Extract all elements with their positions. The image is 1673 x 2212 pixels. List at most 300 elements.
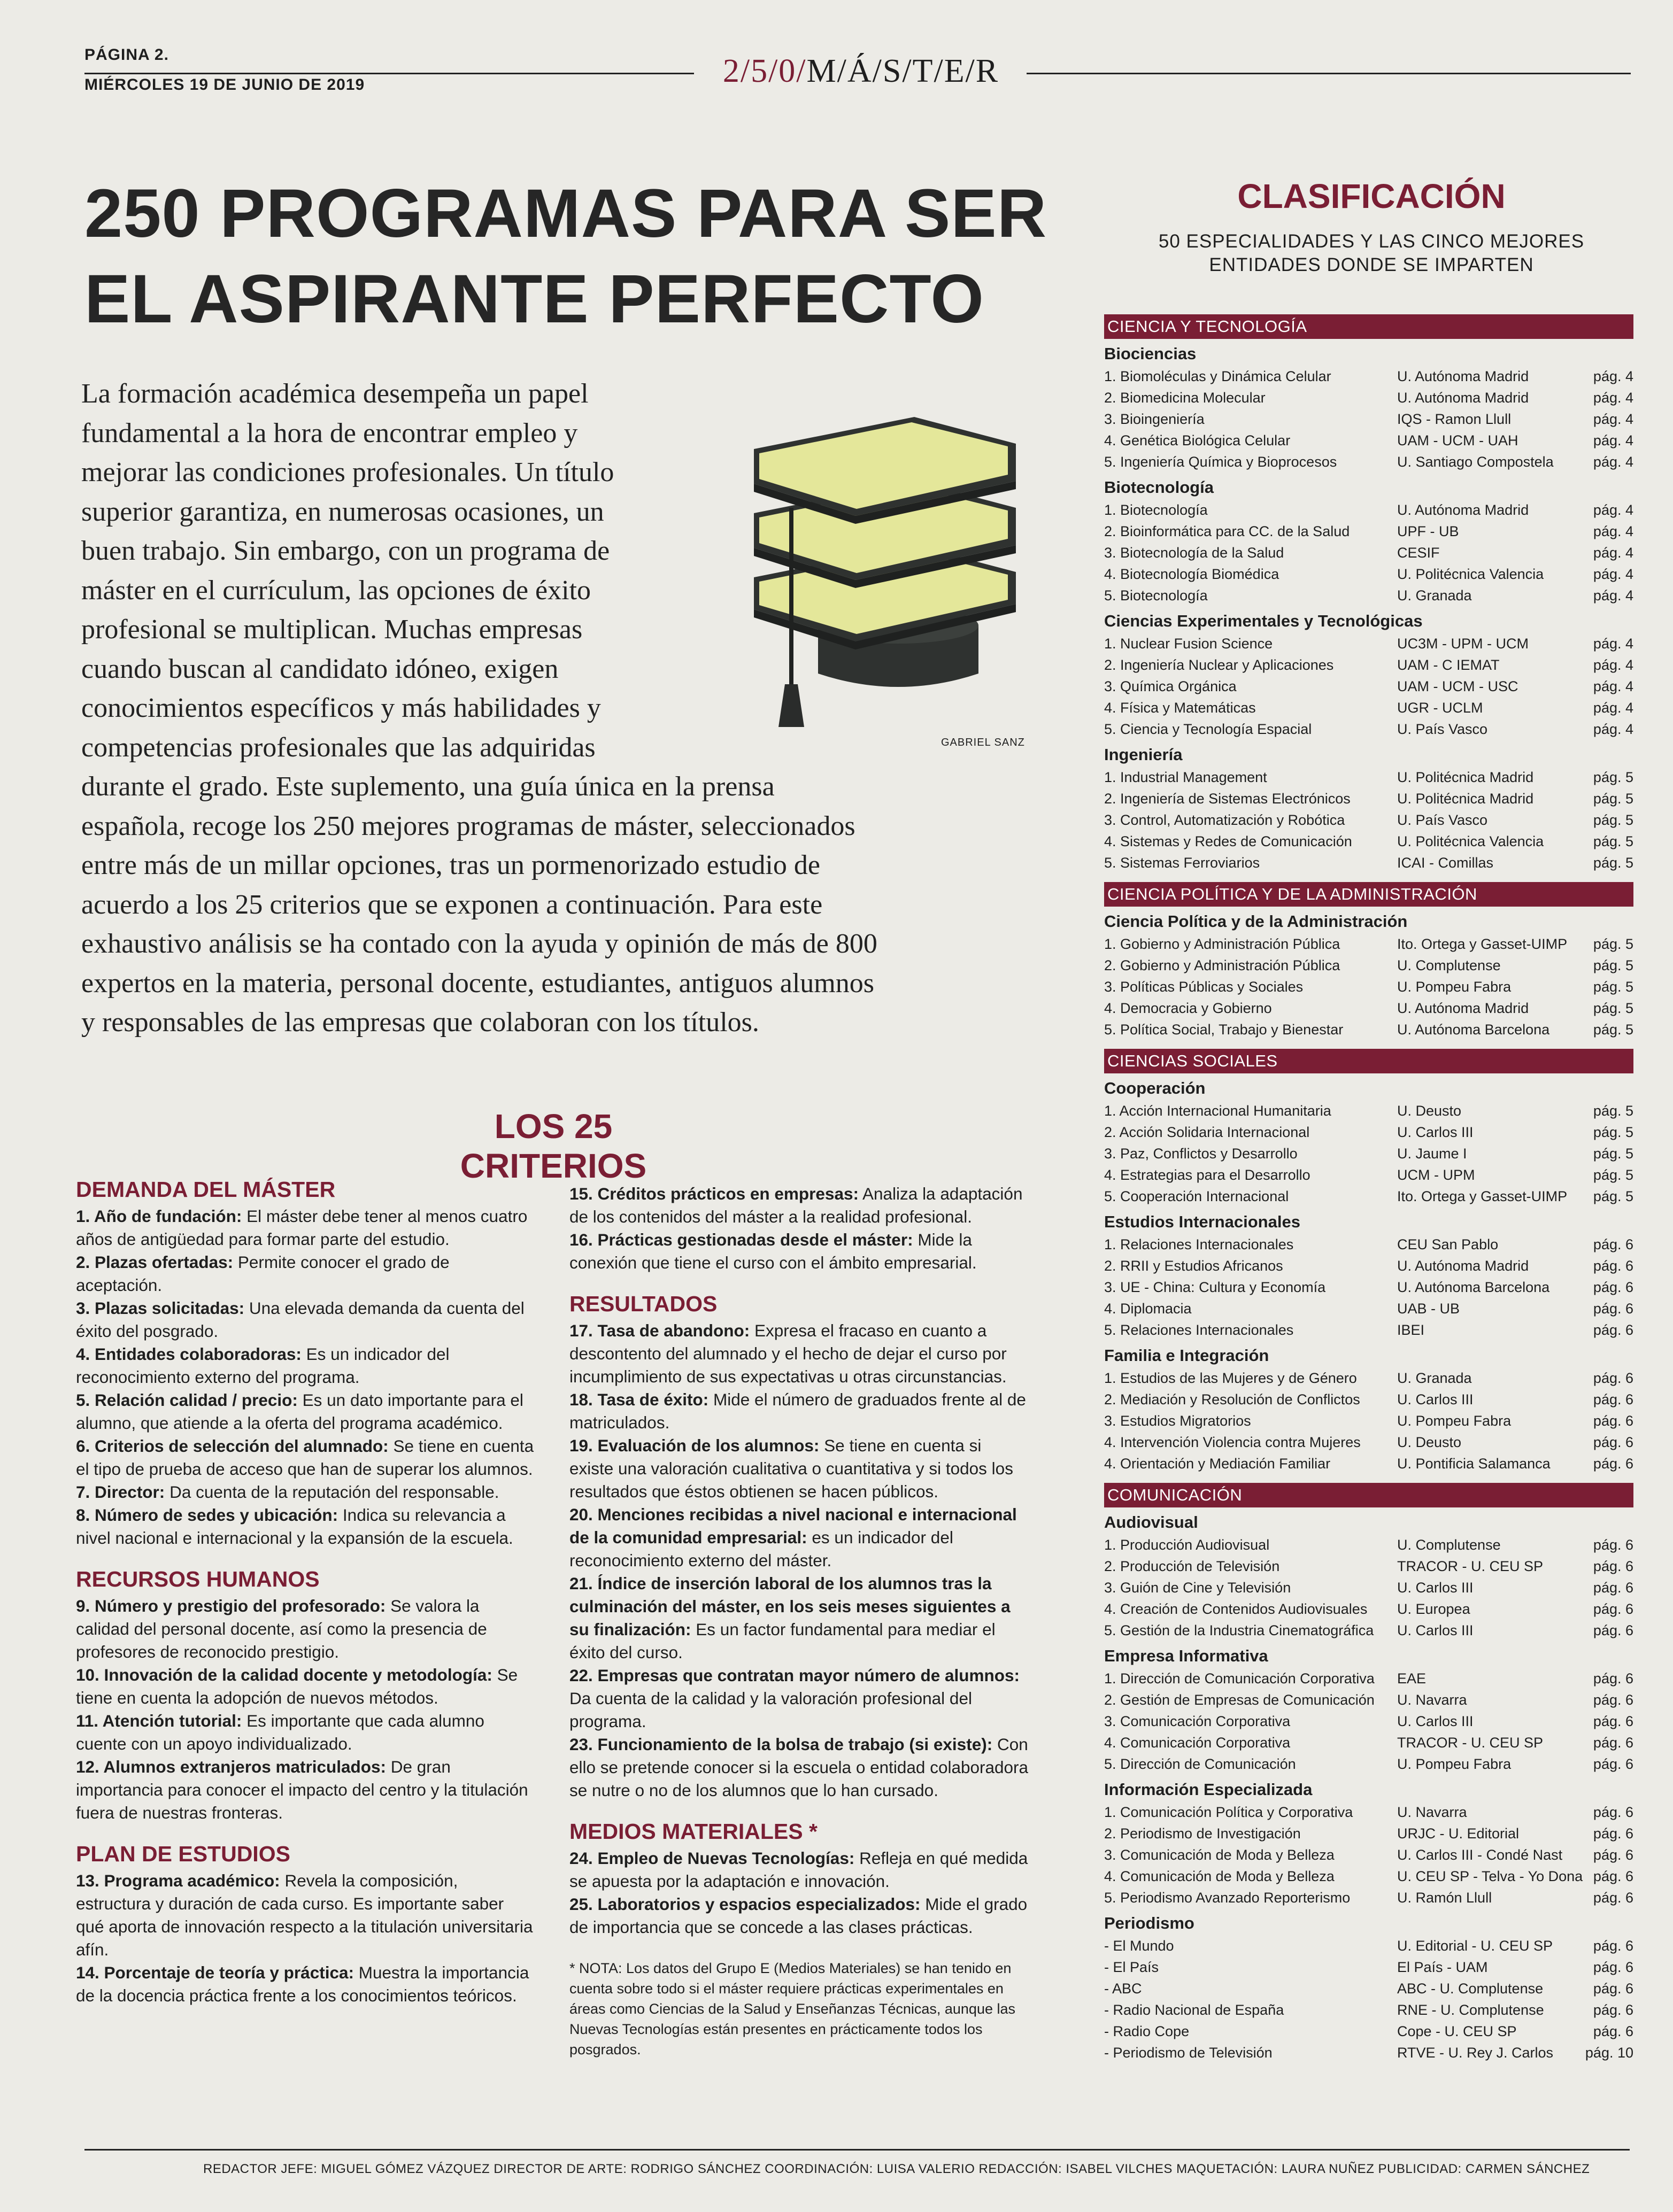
classification-subtitle — [1112, 230, 1631, 277]
intro-line: La formación académica desempeña un papel — [81, 378, 589, 409]
program-name: 4. Sistemas y Redes de Comunicación — [1104, 833, 1352, 849]
page-reference: pág. 6 — [1593, 1622, 1633, 1638]
criteria-term: 17. Tasa de abandono: — [569, 1321, 750, 1340]
program-name: 5. Gestión de la Industria Cinematográfica — [1104, 1622, 1374, 1638]
subcategory-heading: Ciencias Experimentales y Tecnológicas — [1104, 612, 1423, 630]
program-name: 3. Bioingeniería — [1104, 411, 1205, 427]
page-title — [84, 171, 1047, 342]
institution-name: U. Autónoma Madrid — [1397, 368, 1529, 384]
program-name: 1. Industrial Management — [1104, 769, 1267, 785]
page-reference: pág. 5 — [1593, 1103, 1633, 1119]
ranking-row — [1104, 1019, 1633, 1040]
program-name: 3. Estudios Migratorios — [1104, 1413, 1251, 1429]
institution-name: UAM - UCM - USC — [1397, 678, 1518, 694]
ranking-row — [1104, 1410, 1633, 1432]
institution-name: IQS - Ramon Llull — [1397, 411, 1512, 427]
program-name: - ABC — [1104, 1981, 1142, 1997]
ranking-row — [1104, 1999, 1633, 2021]
institution-name: UPF - UB — [1397, 523, 1459, 539]
intro-line: conocimientos específicos y más habilidades y — [81, 693, 601, 723]
subcategory-heading: Cooperación — [1104, 1079, 1206, 1097]
classification-table — [1104, 314, 1633, 2063]
institution-name: UGR - UCLM — [1397, 700, 1483, 716]
criteria-term: 21. Índice de inserción laboral de los alumnos tras la culminación del máster, en los seis meses siguientes a su finalización: — [569, 1574, 1011, 1639]
criteria-item — [569, 1572, 1029, 1664]
subcategory-heading: Estudios Internacionales — [1104, 1212, 1300, 1231]
page-reference: pág. 6 — [1593, 1826, 1633, 1842]
ranking-row — [1104, 654, 1633, 676]
footer-rule — [84, 2149, 1630, 2151]
program-name: - El País — [1104, 1959, 1159, 1975]
page-reference: pág. 6 — [1593, 1413, 1633, 1429]
criteria-term: 14. Porcentaje de teoría y práctica: — [76, 1963, 354, 1982]
ranking-row — [1104, 1689, 1633, 1711]
institution-name: U. Autónoma Barcelona — [1397, 1279, 1550, 1295]
criteria-term: 22. Empresas que contratan mayor número de alumnos: — [569, 1666, 1020, 1685]
criteria-description: Mide la conexión que tiene el curso con el ámbito empresarial. — [569, 1230, 977, 1272]
criteria-item — [569, 1503, 1029, 1572]
criteria-description: Se tiene en cuenta la adopción de nuevos métodos. — [76, 1665, 518, 1707]
ranking-row — [1104, 997, 1633, 1019]
category-banner: COMUNICACIÓN — [1104, 1483, 1633, 1507]
page-reference: pág. 4 — [1593, 432, 1633, 448]
criteria-section-heading: RESULTADOS — [569, 1291, 718, 1316]
criteria-item — [569, 1228, 1029, 1274]
institution-name: IBEI — [1397, 1322, 1425, 1338]
header-rule-right — [1027, 73, 1631, 74]
institution-name: URJC - U. Editorial — [1397, 1826, 1520, 1842]
program-name: 1. Producción Audiovisual — [1104, 1537, 1270, 1553]
criteria-item — [76, 1755, 535, 1824]
institution-name: U. Pompeu Fabra — [1397, 979, 1512, 995]
intro-line: y responsables de las empresas que colaboran con los títulos. — [81, 1007, 759, 1038]
brand-word: M/Á/S/T/E/R — [806, 53, 999, 89]
section-brand — [703, 52, 1019, 90]
institution-name: U. País Vasco — [1397, 812, 1488, 828]
ranking-row — [1104, 1164, 1633, 1186]
subcategory-heading: Biotecnología — [1104, 478, 1214, 497]
ranking-row — [1104, 1978, 1633, 1999]
page-reference: pág. 6 — [1593, 1370, 1633, 1386]
page-reference: pág. 5 — [1593, 769, 1633, 785]
page-reference: pág. 5 — [1593, 1124, 1633, 1140]
institution-name: U. Carlos III - Condé Nast — [1397, 1847, 1563, 1863]
ranking-row — [1104, 1367, 1633, 1389]
criteria-section-heading: PLAN DE ESTUDIOS — [76, 1842, 290, 1866]
institution-name: U. Granada — [1397, 587, 1472, 604]
subcategory-heading: Biociencias — [1104, 344, 1197, 363]
institution-name: U. Autónoma Barcelona — [1397, 1022, 1550, 1038]
criteria-description: Revela la composición, estructura y duración de cada curso. Es importante saber qué aporta de innovación respecto a la titulación universitaria afín. — [76, 1871, 533, 1959]
criteria-description: Indica su relevancia a nivel nacional e internacional y la expansión de la escuela. — [76, 1505, 513, 1548]
criteria-item — [569, 1733, 1029, 1802]
criteria-column-1 — [76, 1176, 535, 2007]
program-name: 5. Relaciones Internacionales — [1104, 1322, 1294, 1338]
page-reference: pág. 5 — [1593, 1022, 1633, 1038]
page-reference: pág. 4 — [1593, 636, 1633, 652]
institution-name: Ito. Ortega y Gasset-UIMP — [1397, 1188, 1568, 1204]
institution-name: U. Autónoma Madrid — [1397, 1258, 1529, 1274]
subcategory-heading: Audiovisual — [1104, 1513, 1198, 1532]
criteria-term: 5. Relación calidad / precio: — [76, 1390, 298, 1410]
page-reference: pág. 6 — [1593, 1847, 1633, 1863]
program-name: 3. UE - China: Cultura y Economía — [1104, 1279, 1326, 1295]
program-name: 1. Dirección de Comunicación Corporativa — [1104, 1670, 1375, 1687]
ranking-row — [1104, 1844, 1633, 1866]
program-name: - Periodismo de Televisión — [1104, 2045, 1273, 2061]
program-name: 5. Cooperación Internacional — [1104, 1188, 1289, 1204]
institution-name: TRACOR - U. CEU SP — [1397, 1558, 1544, 1574]
page-reference: pág. 4 — [1593, 411, 1633, 427]
criteria-description: Una elevada demanda da cuenta del éxito del posgrado. — [76, 1298, 525, 1341]
ranking-row — [1104, 430, 1633, 451]
criteria-description: Se tiene en cuenta si existe una valoración cualitativa o cuantitativa y si todos los resultados que éstos obtienen se hacen públicos. — [569, 1436, 1013, 1501]
program-name: 5. Sistemas Ferroviarios — [1104, 855, 1260, 871]
ranking-row — [1104, 1453, 1633, 1474]
institution-name: U. Editorial - U. CEU SP — [1397, 1938, 1553, 1954]
criteria-item — [76, 1481, 535, 1504]
ranking-row — [1104, 1801, 1633, 1823]
ranking-row — [1104, 1620, 1633, 1641]
program-name: 3. Políticas Públicas y Sociales — [1104, 979, 1304, 995]
program-name: 3. Química Orgánica — [1104, 678, 1237, 694]
criteria-term: 24. Empleo de Nuevas Tecnologías: — [569, 1849, 855, 1868]
institution-name: U. Autónoma Madrid — [1397, 390, 1529, 406]
page-reference: pág. 6 — [1593, 1868, 1633, 1884]
institution-name: U. Pontificia Salamanca — [1397, 1456, 1551, 1472]
criteria-term: 25. Laboratorios y espacios especializados: — [569, 1894, 921, 1914]
criteria-description: Mide el grado de importancia que se concede a las clases prácticas. — [569, 1894, 1028, 1937]
criteria-term: 10. Innovación de la calidad docente y metodología: — [76, 1665, 492, 1684]
program-name: 1. Biomoléculas y Dinámica Celular — [1104, 368, 1331, 384]
criteria-description: De gran importancia para conocer el impacto del centro y la titulación fuera de nuestras fronteras. — [76, 1757, 528, 1822]
program-name: 2. RRII y Estudios Africanos — [1104, 1258, 1283, 1274]
criteria-description: Es un dato importante para el alumno, que atiende a la oferta del programa académico. — [76, 1390, 523, 1433]
institution-name: CESIF — [1397, 545, 1440, 561]
criteria-term: 20. Menciones recibidas a nivel nacional e internacional de la comunidad empresarial: — [569, 1505, 1017, 1547]
ranking-row — [1104, 676, 1633, 697]
criteria-term: 11. Atención tutorial: — [76, 1711, 242, 1730]
page-reference: pág. 5 — [1593, 855, 1633, 871]
criteria-item — [569, 1847, 1029, 1893]
criteria-description: Es importante que cada alumno cuente con un apoyo individualizado. — [76, 1711, 484, 1753]
institution-name: U. Deusto — [1397, 1103, 1462, 1119]
criteria-item — [569, 1319, 1029, 1388]
page-reference: pág. 6 — [1593, 1434, 1633, 1450]
ranking-row — [1104, 366, 1633, 387]
program-name: - Radio Cope — [1104, 2023, 1190, 2039]
ranking-row — [1104, 1556, 1633, 1577]
page-reference: pág. 6 — [1593, 1391, 1633, 1407]
criteria-description: Analiza la adaptación de los contenidos del máster a la realidad profesional. — [569, 1184, 1023, 1226]
criteria-term: 8. Número de sedes y ubicación: — [76, 1505, 338, 1525]
ranking-row — [1104, 809, 1633, 831]
ranking-row — [1104, 933, 1633, 955]
institution-name: El País - UAM — [1397, 1959, 1488, 1975]
ranking-row — [1104, 585, 1633, 606]
criteria-term: 15. Créditos prácticos en empresas: — [569, 1184, 859, 1203]
institution-name: U. Carlos III — [1397, 1580, 1474, 1596]
page-reference: pág. 5 — [1593, 1146, 1633, 1162]
institution-name: U. Navarra — [1397, 1692, 1467, 1708]
criteria-description: Expresa el fracaso en cuanto a descontento del alumnado y el hecho de dejar el curso por incumplimiento de sus expectativas u otras circunstancias. — [569, 1321, 1007, 1386]
subcategory-heading: Ciencia Política y de la Administración — [1104, 912, 1408, 931]
program-name: 2. Acción Solidaria Internacional — [1104, 1124, 1310, 1140]
image-credit: GABRIEL SANZ — [941, 737, 1025, 748]
intro-line: entre más de un millar opciones, tras un pormenorizado estudio de — [81, 850, 820, 880]
program-name: 4. Comunicación de Moda y Belleza — [1104, 1868, 1335, 1884]
institution-name: U. Granada — [1397, 1370, 1472, 1386]
program-name: 4. Genética Biológica Celular — [1104, 432, 1291, 448]
ranking-row — [1104, 1186, 1633, 1207]
page-reference: pág. 5 — [1593, 833, 1633, 849]
ranking-row — [1104, 563, 1633, 585]
program-name: 2. Mediación y Resolución de Conflictos — [1104, 1391, 1360, 1407]
page-reference: pág. 5 — [1593, 957, 1633, 973]
subcategory-heading: Empresa Informativa — [1104, 1646, 1268, 1665]
program-name: 2. Periodismo de Investigación — [1104, 1826, 1301, 1842]
ranking-row — [1104, 387, 1633, 408]
institution-name: U. CEU SP - Telva - Yo Dona — [1397, 1868, 1583, 1884]
criteria-description: Permite conocer el grado de aceptación. — [76, 1252, 450, 1295]
criteria-term: 6. Criterios de selección del alumnado: — [76, 1436, 389, 1456]
category-banner: CIENCIAS SOCIALES — [1104, 1049, 1633, 1073]
criteria-term: 13. Programa académico: — [76, 1871, 280, 1890]
page-number: PÁGINA 2. — [84, 46, 169, 64]
ranking-row — [1104, 1255, 1633, 1277]
intro-line: competencias profesionales que las adquiridas — [81, 732, 596, 763]
intro-line: española, recoge los 250 mejores programas de máster, seleccionados — [81, 810, 855, 841]
criteria-description: Mide el número de graduados frente al de matriculados. — [569, 1390, 1026, 1432]
criteria-term: 7. Director: — [76, 1482, 165, 1502]
program-name: 3. Guión de Cine y Televisión — [1104, 1580, 1291, 1596]
intro-line: mejorar las condiciones profesionales. Un título — [81, 457, 614, 488]
program-name: 4. Orientación y Mediación Familiar — [1104, 1456, 1331, 1472]
criteria-description: Es un factor fundamental para mediar el éxito del curso. — [569, 1620, 996, 1662]
intro-line: acuerdo a los 25 criterios que se exponen a continuación. Para este — [81, 889, 823, 920]
ranking-row — [1104, 1277, 1633, 1298]
ranking-row — [1104, 1534, 1633, 1556]
criteria-term: 23. Funcionamiento de la bolsa de trabajo (si existe): — [569, 1735, 993, 1754]
page-reference: pág. 6 — [1593, 1670, 1633, 1687]
criteria-section-heading: RECURSOS HUMANOS — [76, 1567, 320, 1591]
category-banner: CIENCIA POLÍTICA Y DE LA ADMINISTRACIÓN — [1104, 882, 1633, 907]
page-reference: pág. 6 — [1593, 1456, 1633, 1472]
page-reference: pág. 10 — [1585, 2045, 1633, 2061]
page-reference: pág. 5 — [1593, 1167, 1633, 1183]
ranking-row — [1104, 1319, 1633, 1341]
intro-line: superior garantiza, en numerosas ocasiones, un — [81, 496, 604, 527]
criteria-item — [76, 1961, 535, 2007]
institution-name: ICAI - Comillas — [1397, 855, 1494, 871]
page-reference: pág. 6 — [1593, 2023, 1633, 2039]
institution-name: U. Ramón Llull — [1397, 1890, 1492, 1906]
ranking-row — [1104, 697, 1633, 718]
ranking-row — [1104, 633, 1633, 654]
institution-name: U. Jaume I — [1397, 1146, 1467, 1162]
page-reference: pág. 6 — [1593, 1279, 1633, 1295]
criteria-description: El máster debe tener al menos cuatro años de antigüedad para formar parte del estudio. — [76, 1206, 528, 1249]
criteria-item — [569, 1893, 1029, 1939]
intro-line: cuando buscan al candidato idóneo, exigen — [81, 653, 559, 684]
ranking-row — [1104, 1956, 1633, 1978]
ranking-row — [1104, 2021, 1633, 2042]
ranking-row — [1104, 1100, 1633, 1122]
program-name: 5. Política Social, Trabajo y Bienestar — [1104, 1022, 1344, 1038]
program-name: 4. Diplomacia — [1104, 1301, 1192, 1317]
page-reference: pág. 6 — [1593, 1890, 1633, 1906]
credits-footer: REDACTOR JEFE: MIGUEL GÓMEZ VÁZQUEZ DIRECTOR DE ARTE: RODRIGO SÁNCHEZ COORDINACIÓN: LUISA VALERIO REDACCIÓN: ISABEL VILCHES MAQUETACIÓN: LAURA NUÑEZ PUBLICIDAD: CARMEN SÁNCHEZ — [203, 2162, 1590, 2176]
page-reference: pág. 6 — [1593, 1692, 1633, 1708]
program-name: 2. Ingeniería de Sistemas Electrónicos — [1104, 791, 1351, 807]
ranking-row — [1104, 976, 1633, 997]
criteria-column-2 — [569, 1182, 1029, 2060]
ranking-row — [1104, 1887, 1633, 1908]
criteria-term: 9. Número y prestigio del profesorado: — [76, 1596, 386, 1615]
criteria-item — [569, 1182, 1029, 1228]
page-reference: pág. 4 — [1593, 545, 1633, 561]
criteria-term: 4. Entidades colaboradoras: — [76, 1344, 302, 1364]
program-name: 2. Ingeniería Nuclear y Aplicaciones — [1104, 657, 1334, 673]
page-reference: pág. 4 — [1593, 523, 1633, 539]
institution-name: TRACOR - U. CEU SP — [1397, 1735, 1544, 1751]
ranking-row — [1104, 1389, 1633, 1410]
ranking-row — [1104, 1122, 1633, 1143]
institution-name: RTVE - U. Rey J. Carlos — [1397, 2045, 1554, 2061]
criteria-item — [76, 1710, 535, 1755]
page-reference: pág. 5 — [1593, 791, 1633, 807]
criteria-term: 1. Año de fundación: — [76, 1206, 242, 1226]
classification-title: CLASIFICACIÓN — [1237, 177, 1506, 215]
page-reference: pág. 4 — [1593, 721, 1633, 737]
criteria-description: Se tiene en cuenta el tipo de prueba de acceso que han de superar los alumnos. — [76, 1436, 534, 1479]
criteria-footnote: * NOTA: Los datos del Grupo E (Medios Materiales) se han tenido en cuenta sobre todo si el máster requiere prácticas experimentales en áreas como Ciencias de la Salud y Enseñanzas Técnicas, aunque las Nuevas Tecnologías están presentes en prácticamente todos los posgrados. — [569, 1960, 1015, 2058]
category-banner: CIENCIA Y TECNOLOGÍA — [1104, 314, 1633, 339]
program-name: 1. Biotecnología — [1104, 502, 1208, 518]
criteria-title: LOS 25 CRITERIOS — [460, 1107, 647, 1185]
criteria-description: Muestra la importancia de la docencia práctica frente a los conocimientos teóricos. — [76, 1963, 529, 2005]
ranking-row — [1104, 1935, 1633, 1956]
ranking-row — [1104, 1298, 1633, 1319]
institution-name: ABC - U. Complutense — [1397, 1981, 1544, 1997]
ranking-row — [1104, 2042, 1633, 2063]
header-rule-left — [84, 73, 694, 74]
program-name: 5. Biotecnología — [1104, 587, 1208, 604]
institution-name: U. Carlos III — [1397, 1622, 1474, 1638]
criteria-section-heading: MEDIOS MATERIALES * — [569, 1819, 818, 1844]
page-reference: pág. 6 — [1593, 1558, 1633, 1574]
publication-date: MIÉRCOLES 19 DE JUNIO DE 2019 — [84, 76, 365, 94]
page-reference: pág. 6 — [1593, 1938, 1633, 1954]
page-reference: pág. 6 — [1593, 1713, 1633, 1729]
criteria-description: Con ello se pretende conocer si la escuela o entidad colaboradora se nutre o no de los alumnos que lo han cursado. — [569, 1735, 1029, 1800]
ranking-row — [1104, 1598, 1633, 1620]
institution-name: U. Politécnica Madrid — [1397, 769, 1534, 785]
criteria-description: Se valora la calidad del personal docente, así como la presencia de profesores de reconocido prestigio. — [76, 1596, 487, 1661]
criteria-term: 18. Tasa de éxito: — [569, 1390, 709, 1409]
criteria-term: 12. Alumnos extranjeros matriculados: — [76, 1757, 387, 1776]
program-name: 2. Biomedicina Molecular — [1104, 390, 1266, 406]
program-name: 4. Biotecnología Biomédica — [1104, 566, 1279, 582]
ranking-row — [1104, 542, 1633, 563]
criteria-description: Es un indicador del reconocimiento externo del programa. — [76, 1344, 450, 1387]
criteria-section-heading: DEMANDA DEL MÁSTER — [76, 1177, 336, 1202]
criteria-item — [76, 1297, 535, 1343]
criteria-term: 19. Evaluación de los alumnos: — [569, 1436, 820, 1455]
page-reference: pág. 5 — [1593, 812, 1633, 828]
page-reference: pág. 6 — [1593, 1981, 1633, 1997]
criteria-item — [76, 1343, 535, 1389]
page-reference: pág. 4 — [1593, 566, 1633, 582]
page-reference: pág. 6 — [1593, 1537, 1633, 1553]
institution-name: U. Politécnica Valencia — [1397, 566, 1544, 582]
institution-name: U. Complutense — [1397, 957, 1501, 973]
program-name: 4. Democracia y Gobierno — [1104, 1000, 1272, 1016]
institution-name: U. Pompeu Fabra — [1397, 1756, 1512, 1772]
program-name: 1. Estudios de las Mujeres y de Género — [1104, 1370, 1357, 1386]
institution-name: U. Santiago Compostela — [1397, 454, 1554, 470]
criteria-item — [76, 1205, 535, 1251]
program-name: 1. Comunicación Política y Corporativa — [1104, 1804, 1353, 1820]
program-name: 3. Biotecnología de la Salud — [1104, 545, 1284, 561]
page-reference: pág. 4 — [1593, 587, 1633, 604]
page-reference: pág. 6 — [1593, 1322, 1633, 1338]
program-name: 5. Ingeniería Química y Bioprocesos — [1104, 454, 1337, 470]
ranking-row — [1104, 1711, 1633, 1732]
page-reference: pág. 6 — [1593, 1601, 1633, 1617]
institution-name: U. Autónoma Madrid — [1397, 502, 1529, 518]
subcategory-heading: Información Especializada — [1104, 1780, 1313, 1799]
ranking-row — [1104, 1432, 1633, 1453]
program-name: 3. Paz, Conflictos y Desarrollo — [1104, 1146, 1298, 1162]
criteria-item — [76, 1389, 535, 1435]
institution-name: U. Autónoma Madrid — [1397, 1000, 1529, 1016]
criteria-item — [76, 1595, 535, 1664]
page-reference: pág. 4 — [1593, 700, 1633, 716]
program-name: 5. Ciencia y Tecnología Espacial — [1104, 721, 1312, 737]
classification-subtitle-line-2: ENTIDADES DONDE SE IMPARTEN — [1209, 254, 1534, 275]
page-reference: pág. 5 — [1593, 1188, 1633, 1204]
intro-line: profesional se multiplican. Muchas empresas — [81, 614, 583, 645]
program-name: 4. Creación de Contenidos Audiovisuales — [1104, 1601, 1368, 1617]
page-reference: pág. 6 — [1593, 1236, 1633, 1252]
page-reference: pág. 6 — [1593, 2002, 1633, 2018]
page-reference: pág. 6 — [1593, 1301, 1633, 1317]
program-name: 4. Física y Matemáticas — [1104, 700, 1256, 716]
page-reference: pág. 6 — [1593, 1804, 1633, 1820]
institution-name: Ito. Ortega y Gasset-UIMP — [1397, 936, 1568, 952]
ranking-row — [1104, 521, 1633, 542]
criteria-description: es un indicador del reconocimiento externo del máster. — [569, 1528, 953, 1570]
ranking-row — [1104, 955, 1633, 976]
intro-line: máster en el currículum, las opciones de éxito — [81, 575, 591, 606]
program-name: 4. Estrategias para el Desarrollo — [1104, 1167, 1310, 1183]
intro-line: fundamental a la hora de encontrar empleo y — [81, 417, 578, 448]
subcategory-heading: Familia e Integración — [1104, 1346, 1269, 1365]
page-title-line-2: EL ASPIRANTE PERFECTO — [84, 261, 984, 337]
program-name: 2. Gobierno y Administración Pública — [1104, 957, 1340, 973]
page-title-line-1: 250 PROGRAMAS PARA SER — [84, 175, 1047, 252]
criteria-item — [569, 1664, 1029, 1733]
institution-name: UAM - C IEMAT — [1397, 657, 1500, 673]
program-name: 3. Control, Automatización y Robótica — [1104, 812, 1345, 828]
intro-line: exhaustivo análisis se ha contado con la ayuda y opinión de más de 800 — [81, 929, 877, 959]
criteria-term: 3. Plazas solicitadas: — [76, 1298, 245, 1318]
page-reference: pág. 4 — [1593, 454, 1633, 470]
ranking-row — [1104, 831, 1633, 852]
institution-name: U. Carlos III — [1397, 1391, 1474, 1407]
books-graduation-cap-illustration — [738, 374, 1027, 738]
